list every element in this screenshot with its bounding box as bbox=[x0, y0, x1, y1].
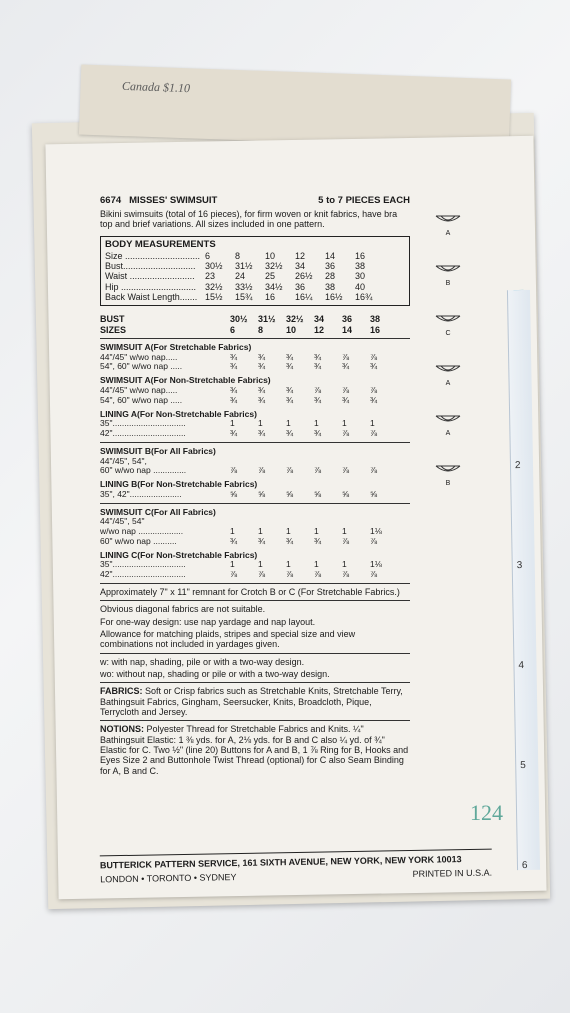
yardage-value: 1 bbox=[230, 526, 235, 537]
swimsuit-view-thumb bbox=[428, 460, 468, 510]
fabrics-label: FABRICS: bbox=[100, 686, 143, 697]
pieces-count: 5 to 7 PIECES EACH bbox=[318, 195, 410, 206]
yardage-value: 1 bbox=[342, 526, 347, 537]
pattern-info bbox=[100, 196, 410, 776]
yardage-row bbox=[100, 429, 410, 439]
size-value: 12 bbox=[314, 324, 325, 335]
yardage-value: ⅞ bbox=[342, 465, 350, 476]
yardage-table bbox=[100, 343, 410, 580]
sizes-row bbox=[100, 325, 410, 335]
yardage-value: ⅞ bbox=[258, 569, 266, 580]
yardage-value: ⅞ bbox=[258, 465, 266, 476]
yardage-value: ¾ bbox=[286, 361, 294, 372]
divider bbox=[100, 583, 410, 584]
yardage-value: ¾ bbox=[286, 394, 294, 405]
ruler-mark: 2 bbox=[514, 460, 521, 472]
yardage-value: 1 bbox=[314, 418, 319, 429]
measurement-value: 32½ bbox=[205, 281, 223, 292]
yardage-label: 44"/45", 54" bbox=[100, 517, 145, 527]
measurement-value: 28 bbox=[325, 271, 336, 282]
measurement-value: 25 bbox=[265, 271, 276, 282]
yardage-value: ⅞ bbox=[314, 465, 322, 476]
yardage-row bbox=[100, 457, 410, 467]
measurement-row bbox=[105, 251, 405, 261]
measurement-value: 34½ bbox=[265, 281, 283, 292]
measurement-row bbox=[105, 282, 405, 292]
yardage-row bbox=[100, 362, 410, 372]
divider bbox=[100, 503, 410, 504]
yardage-value: ¾ bbox=[314, 361, 322, 372]
yardage-section-title: SWIMSUIT C(For All Fabrics) bbox=[100, 506, 216, 517]
yardage-label: 35", 42"...................... bbox=[100, 489, 182, 499]
thumb-letter: A bbox=[445, 230, 451, 237]
yardage-value: ¾ bbox=[230, 351, 238, 362]
measurement-label: Bust............................. bbox=[105, 260, 196, 271]
yardage-row bbox=[100, 466, 410, 476]
measurement-value: 33½ bbox=[235, 281, 253, 292]
yardage-value: ¾ bbox=[314, 428, 322, 439]
yardage-value: ⅞ bbox=[230, 465, 238, 476]
yardage-label: 54", 60" w/wo nap ..... bbox=[100, 362, 183, 372]
thumb-letter: A bbox=[445, 380, 451, 387]
bust-value: 38 bbox=[370, 314, 381, 325]
yardage-value: ⅞ bbox=[370, 385, 378, 395]
footer-printed: PRINTED IN U.S.A. bbox=[412, 867, 493, 879]
yardage-value: 1 bbox=[370, 418, 375, 429]
swimsuit-sketch-icon bbox=[433, 360, 463, 380]
bust-value: 36 bbox=[342, 314, 353, 325]
footer-cities: LONDON • TORONTO • SYDNEY bbox=[100, 872, 237, 885]
yardage-value: 1⅛ bbox=[370, 559, 382, 570]
yardage-row bbox=[100, 386, 410, 396]
yardage-value: ¾ bbox=[286, 385, 294, 395]
yardage-label: w/wo nap ................... bbox=[100, 527, 184, 537]
yardage-value: ⅞ bbox=[342, 351, 350, 362]
yardage-value: ⅞ bbox=[370, 569, 378, 580]
yardage-label: 35"............................... bbox=[100, 560, 186, 570]
header bbox=[100, 196, 410, 207]
yardage-label: 44"/45" w/wo nap..... bbox=[100, 386, 178, 395]
measurement-value: 34 bbox=[295, 260, 306, 271]
yardage-row bbox=[100, 537, 410, 547]
yardage-section-title: SWIMSUIT B(For All Fabrics) bbox=[100, 445, 216, 456]
yardage-value: 1 bbox=[314, 559, 319, 570]
size-value: 16 bbox=[370, 324, 381, 335]
yardage-row bbox=[100, 560, 410, 570]
body-measurements-title: BODY MEASUREMENTS bbox=[105, 238, 216, 250]
ruler-mark: 5 bbox=[520, 759, 526, 772]
size-value: 6 bbox=[230, 324, 236, 335]
yardage-section-title: SWIMSUIT A(For Stretchable Fabrics) bbox=[100, 341, 252, 352]
swimsuit-view-thumb bbox=[428, 260, 468, 310]
measurement-value: 10 bbox=[265, 250, 276, 261]
yardage-value: ¾ bbox=[314, 535, 322, 546]
yardage-section-title: LINING C(For Non-Stretchable Fabrics) bbox=[100, 549, 258, 560]
pattern-number-title bbox=[100, 196, 217, 207]
swimsuit-sketch-icon bbox=[433, 210, 463, 230]
yardage-label: 35"............................... bbox=[100, 419, 186, 429]
yardage-value: 1 bbox=[286, 418, 291, 429]
yardage-value: 1 bbox=[258, 526, 263, 537]
swimsuit-view-thumb bbox=[428, 310, 468, 360]
yardage-value: ⅞ bbox=[342, 535, 350, 546]
measurement-value: 40 bbox=[355, 281, 366, 292]
measurement-value: 16¾ bbox=[355, 291, 373, 302]
yardage-value: 1 bbox=[286, 526, 291, 537]
measurement-row bbox=[105, 261, 405, 271]
divider bbox=[100, 338, 410, 339]
yardage-value: ¾ bbox=[314, 394, 322, 405]
yardage-value: 1 bbox=[230, 559, 235, 570]
measurement-value: 36 bbox=[325, 260, 336, 271]
flap-price: Canada $1.10 bbox=[121, 78, 191, 96]
ruler-mark: 6 bbox=[521, 859, 528, 872]
yardage-value: ⅝ bbox=[286, 488, 294, 499]
yardage-value: ¾ bbox=[286, 535, 294, 546]
thumb-letter: B bbox=[445, 280, 451, 287]
bust-value: 34 bbox=[314, 314, 325, 325]
bust-value: 32½ bbox=[286, 314, 304, 325]
divider bbox=[100, 720, 410, 721]
measurement-value: 38 bbox=[325, 281, 336, 292]
swimsuit-sketch-icon bbox=[433, 410, 463, 430]
yardage-row bbox=[100, 490, 410, 500]
yardage-value: ¾ bbox=[342, 394, 350, 405]
allowance-note: Allowance for matching plaids, stripes and special size and view combinations not included in yardages given. bbox=[100, 629, 356, 650]
fabrics-text: Soft or Crisp fabrics such as Stretchable Knits, Stretchable Terry, Bathingsuit Fabrics, Gingham, Seersucker, Knits, Broadcloth, Pique, Terrycloth and Jersey. bbox=[100, 686, 403, 718]
measurement-value: 30 bbox=[355, 271, 366, 282]
yardage-value: 1 bbox=[258, 418, 263, 429]
yardage-value: ⅞ bbox=[342, 385, 350, 395]
swimsuit-sketch-icon bbox=[433, 460, 463, 480]
yardage-value: ¾ bbox=[370, 394, 378, 405]
measurement-row bbox=[105, 292, 405, 302]
yardage-value: ¾ bbox=[258, 535, 266, 546]
measurement-value: 16 bbox=[355, 250, 366, 261]
yardage-label: 54", 60" w/wo nap ..... bbox=[100, 395, 183, 405]
yardage-value: ¾ bbox=[230, 385, 238, 395]
measurement-value: 16¼ bbox=[295, 291, 313, 302]
bust-label: BUST bbox=[100, 314, 125, 325]
measurement-value: 23 bbox=[205, 271, 216, 282]
yardage-section-title: LINING B(For Non-Stretchable Fabrics) bbox=[100, 479, 258, 490]
ruler-mark: 3 bbox=[516, 560, 523, 572]
yardage-row bbox=[100, 419, 410, 429]
diagonal-note: Obvious diagonal fabrics are not suitable. bbox=[100, 604, 266, 615]
yardage-label: 44"/45" w/wo nap..... bbox=[100, 352, 178, 362]
measurement-value: 32½ bbox=[265, 260, 283, 271]
notions-label: NOTIONS: bbox=[100, 724, 144, 735]
yardage-value: ⅞ bbox=[370, 465, 378, 476]
yardage-section-title: LINING A(For Non-Stretchable Fabrics) bbox=[100, 408, 257, 419]
measurement-value: 16 bbox=[265, 291, 276, 302]
thumb-letter: C bbox=[445, 330, 451, 337]
yardage-value: ¾ bbox=[286, 428, 294, 439]
yardage-value: ¾ bbox=[258, 394, 266, 405]
yardage-value: ¾ bbox=[314, 351, 322, 362]
yardage-value: ¾ bbox=[230, 535, 238, 546]
view-thumbnails bbox=[428, 210, 468, 510]
measurement-value: 36 bbox=[295, 281, 306, 292]
yardage-value: ¾ bbox=[230, 394, 238, 405]
yardage-label: 42"............................... bbox=[100, 570, 186, 580]
yardage-value: ⅞ bbox=[370, 535, 378, 546]
divider bbox=[100, 442, 410, 443]
size-value: 10 bbox=[286, 324, 297, 335]
footer-address: BUTTERICK PATTERN SERVICE, 161 SIXTH AVENUE, NEW YORK, NEW YORK 10013 bbox=[99, 854, 462, 871]
yardage-value: ⅞ bbox=[370, 351, 378, 362]
w-note: w: with nap, shading, pile or with a two-way design. bbox=[100, 656, 305, 667]
measurement-row bbox=[105, 271, 405, 281]
yardage-value: 1 bbox=[342, 418, 347, 429]
yardage-value: ⅞ bbox=[342, 569, 350, 580]
yardage-label: 60" w/wo nap .......... bbox=[100, 536, 177, 546]
yardage-value: 1 bbox=[342, 559, 347, 570]
measurement-label: Waist .......................... bbox=[105, 271, 195, 282]
thumb-letter: A bbox=[445, 430, 451, 437]
yardage-value: ⅝ bbox=[314, 488, 322, 499]
measurement-value: 38 bbox=[355, 260, 366, 271]
measurement-value: 12 bbox=[295, 250, 306, 261]
measurement-value: 24 bbox=[235, 271, 246, 282]
divider bbox=[100, 653, 410, 654]
yardage-value: ¾ bbox=[230, 361, 238, 372]
yardage-value: ⅞ bbox=[230, 569, 238, 580]
body-measurements-box bbox=[100, 236, 410, 307]
handwritten-stamp: 124 bbox=[470, 800, 503, 825]
notions-text: Polyester Thread for Stretchable Fabrics and Knits. ¼" Bathingsuit Elastic: 1 ⅜ yds. for A, 2⅛ yds. for B and C also ¼ yd. of ¾" Elastic for C. Two ½" (line 20) Buttons for A and B, 1 ⅞ Ring for B, Hooks and Eyes Size 2 and Buttonhole Twist Thread (optional) for C also Seam Binding for A, B and C. bbox=[100, 724, 409, 776]
yardage-value: 1 bbox=[314, 526, 319, 537]
divider bbox=[100, 682, 410, 683]
measurement-label: Hip .............................. bbox=[105, 281, 197, 292]
pattern-title: MISSES' SWIMSUIT bbox=[129, 195, 218, 206]
yardage-row bbox=[100, 353, 410, 363]
yardage-value: ⅞ bbox=[314, 569, 322, 580]
divider bbox=[100, 600, 410, 601]
yardage-value: ⅞ bbox=[314, 385, 322, 395]
yardage-value: ¾ bbox=[258, 361, 266, 372]
yardage-value: ¾ bbox=[258, 385, 266, 395]
bust-value: 31½ bbox=[258, 314, 276, 325]
yardage-row bbox=[100, 517, 410, 527]
yardage-value: 1 bbox=[286, 559, 291, 570]
yardage-label: 44"/45", 54", bbox=[100, 456, 147, 466]
yardage-value: ⅝ bbox=[230, 488, 238, 499]
measurement-value: 16½ bbox=[325, 291, 343, 302]
yardage-value: ¾ bbox=[342, 361, 350, 372]
bust-value: 30½ bbox=[230, 314, 248, 325]
yardage-label: 60" w/wo nap .............. bbox=[100, 466, 187, 476]
sizes-label: SIZES bbox=[100, 324, 127, 335]
measurement-value: 14 bbox=[325, 250, 336, 261]
measurement-label: Size .............................. bbox=[105, 250, 201, 261]
yardage-row bbox=[100, 396, 410, 406]
yardage-value: 1 bbox=[230, 418, 235, 429]
thumb-letter: B bbox=[445, 480, 451, 487]
measurement-value: 15¾ bbox=[235, 291, 253, 302]
yardage-value: 1 bbox=[258, 559, 263, 570]
size-value: 8 bbox=[258, 324, 264, 335]
pattern-number: 6674 bbox=[100, 195, 122, 206]
remnant-note: Approximately 7" x 11" remnant for Crotch B or C (For Stretchable Fabrics.) bbox=[100, 587, 400, 598]
measurement-value: 26½ bbox=[295, 271, 313, 282]
measurement-value: 15½ bbox=[205, 291, 223, 302]
yardage-label: 42"............................... bbox=[100, 429, 186, 439]
swimsuit-sketch-icon bbox=[433, 310, 463, 330]
yardage-value: ¾ bbox=[258, 351, 266, 362]
swimsuit-sketch-icon bbox=[433, 260, 463, 280]
yardage-value: ⅝ bbox=[370, 488, 378, 499]
fabrics-note bbox=[100, 686, 410, 717]
measurement-value: 8 bbox=[235, 250, 241, 261]
description: Bikini swimsuits (total of 16 pieces), for firm woven or knit fabrics, have bra top and brief variations. All sizes included in one pattern. bbox=[100, 208, 398, 230]
swimsuit-view-thumb bbox=[428, 410, 468, 460]
yardage-value: ⅞ bbox=[370, 428, 378, 439]
swimsuit-view-thumb bbox=[428, 210, 468, 260]
yardage-value: ¾ bbox=[286, 351, 294, 362]
yardage-value: ⅝ bbox=[342, 488, 350, 499]
oneway-note: For one-way design: use nap yardage and nap layout. bbox=[100, 616, 316, 627]
measurement-value: 30½ bbox=[205, 260, 223, 271]
yardage-value: ¾ bbox=[258, 428, 266, 439]
yardage-row bbox=[100, 527, 410, 537]
yardage-value: ¾ bbox=[370, 361, 378, 372]
yardage-value: ¾ bbox=[230, 428, 238, 439]
ruler-mark: 4 bbox=[518, 660, 525, 672]
yardage-value: 1⅛ bbox=[370, 526, 382, 537]
size-value: 14 bbox=[342, 324, 353, 335]
bust-row bbox=[100, 314, 410, 324]
yardage-value: ⅝ bbox=[258, 488, 266, 499]
measurement-label: Back Waist Length....... bbox=[105, 291, 198, 302]
wo-note: wo: without nap, shading or pile or with a two-way design. bbox=[100, 669, 330, 680]
measurement-value: 6 bbox=[205, 250, 211, 261]
yardage-row bbox=[100, 570, 410, 580]
yardage-section-title: SWIMSUIT A(For Non-Stretchable Fabrics) bbox=[100, 375, 271, 386]
measurement-value: 31½ bbox=[235, 260, 253, 271]
yardage-value: ⅞ bbox=[286, 465, 294, 476]
yardage-value: ⅞ bbox=[342, 428, 350, 439]
notions-note bbox=[100, 724, 410, 776]
yardage-value: ⅞ bbox=[286, 569, 294, 580]
swimsuit-view-thumb bbox=[428, 360, 468, 410]
